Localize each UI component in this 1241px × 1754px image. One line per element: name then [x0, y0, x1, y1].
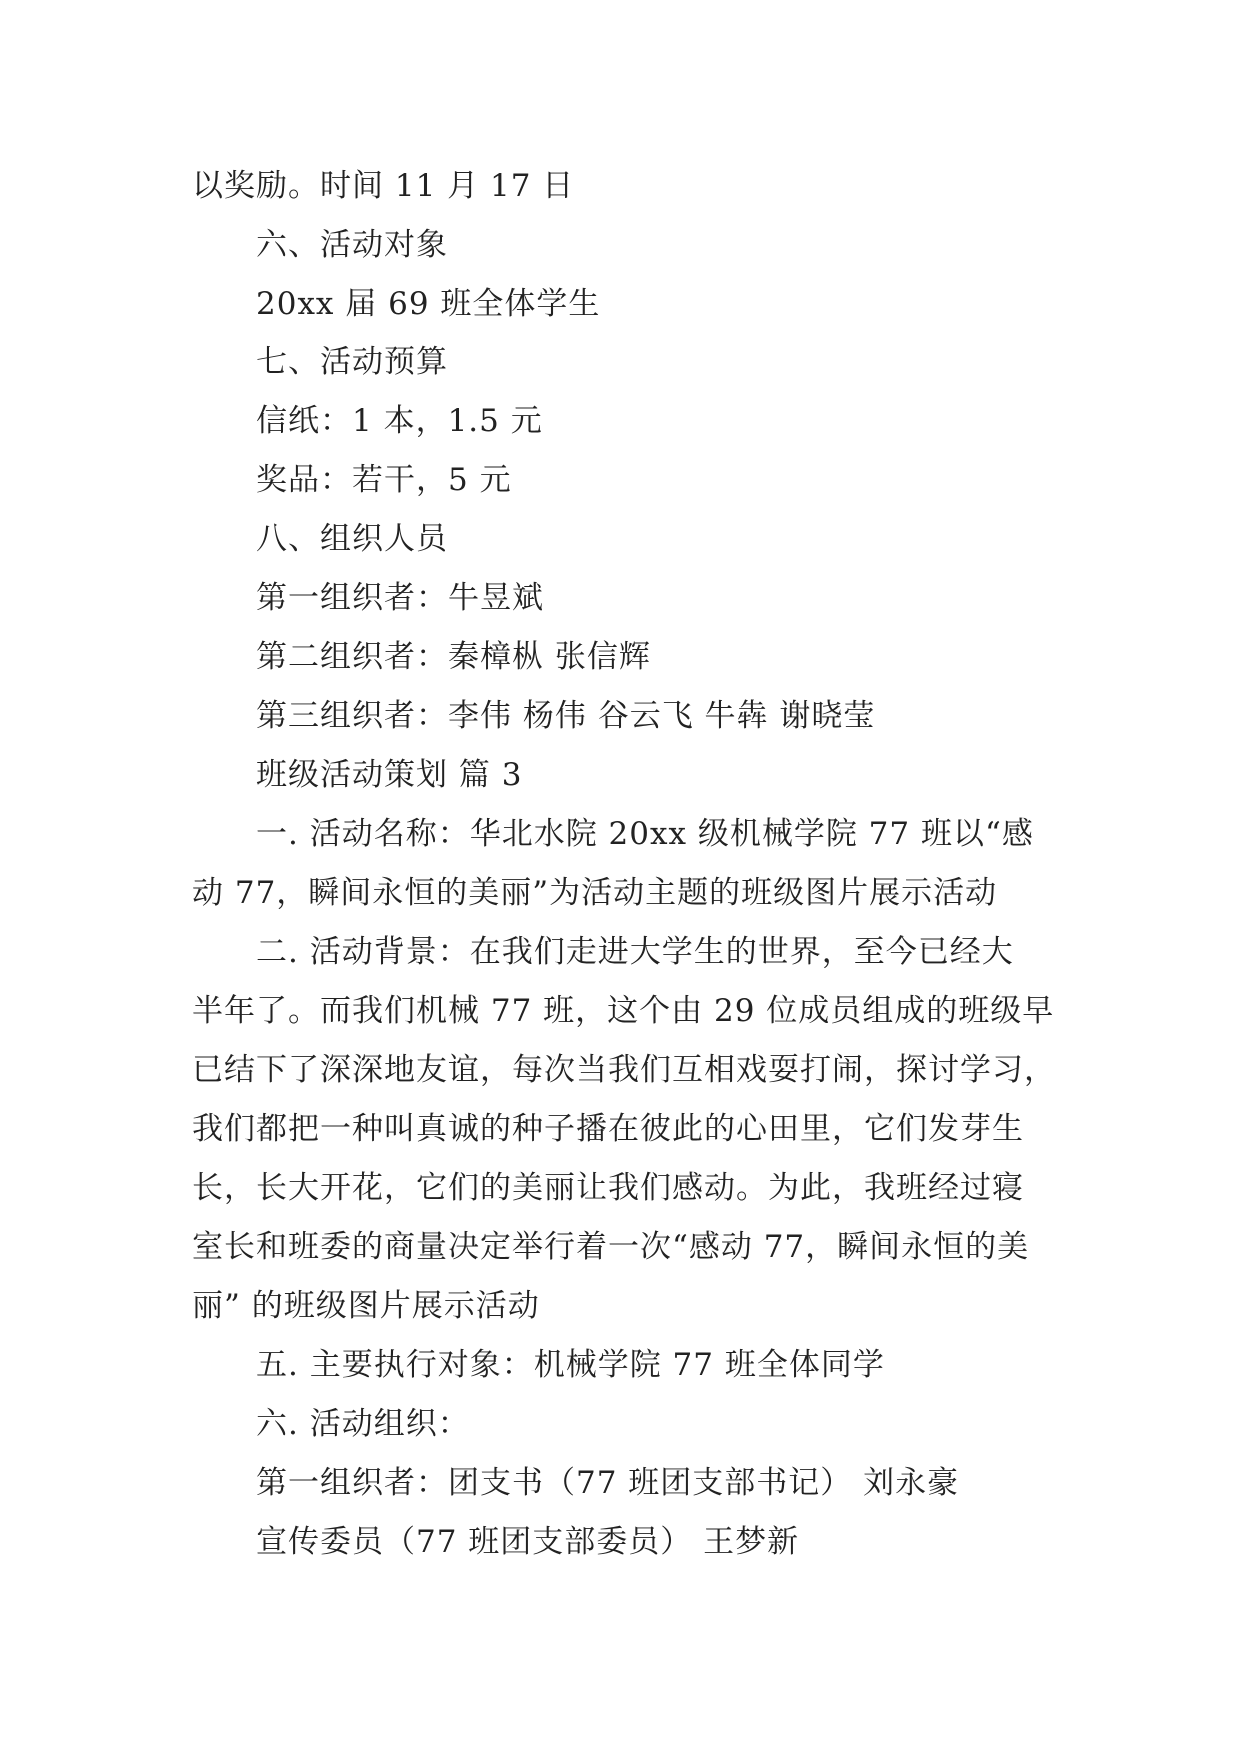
plan-title-part-3: 班级活动策划 篇 3 — [256, 757, 523, 793]
text-line-14: 二. 活动背景：在我们走进大学生的世界，至今已经大 — [256, 934, 1014, 970]
text-line-23: 第一组织者：团支书（77 班团支部书记） 刘永豪 — [256, 1465, 960, 1501]
text-line-12: 一. 活动名称：华北水院 20xx 级机械学院 77 班以“感 — [256, 816, 1034, 852]
text-line-6: 奖品：若干，5 元 — [256, 462, 512, 498]
text-line-20: 丽” 的班级图片展示活动 — [192, 1288, 540, 1324]
text-line-18: 长，长大开花，它们的美丽让我们感动。为此，我班经过寝 — [192, 1170, 1024, 1206]
text-line-15: 半年了。而我们机械 77 班，这个由 29 位成员组成的班级早 — [192, 993, 1055, 1029]
text-line-5: 信纸：1 本，1.5 元 — [256, 403, 543, 439]
section-heading-organizers: 八、组织人员 — [256, 521, 448, 557]
text-line-24: 宣传委员（77 班团支部委员） 王梦新 — [256, 1524, 800, 1560]
section-heading-activity-target: 六、活动对象 — [256, 227, 448, 263]
text-line-13: 动 77，瞬间永恒的美丽”为活动主题的班级图片展示活动 — [192, 875, 998, 911]
text-line-16: 已结下了深深地友谊，每次当我们互相戏耍打闹，探讨学习， — [192, 1052, 1056, 1088]
text-line-19: 室长和班委的商量决定举行着一次“感动 77，瞬间永恒的美 — [192, 1229, 1030, 1265]
text-line-17: 我们都把一种叫真诚的种子播在彼此的心田里，它们发芽生 — [192, 1111, 1024, 1147]
text-line-10: 第三组织者：李伟 杨伟 谷云飞 牛犇 谢晓莹 — [256, 698, 876, 734]
text-line-8: 第一组织者：牛昱斌 — [256, 580, 544, 616]
section-heading-activity-budget: 七、活动预算 — [256, 344, 448, 380]
text-line-22: 六. 活动组织： — [256, 1406, 470, 1442]
text-line-1: 以奖励。时间 11 月 17 日 — [192, 168, 575, 204]
text-line-9: 第二组织者：秦樟枞 张信辉 — [256, 639, 651, 675]
text-line-21: 五. 主要执行对象：机械学院 77 班全体同学 — [256, 1347, 885, 1383]
text-line-3: 20xx 届 69 班全体学生 — [256, 286, 601, 322]
